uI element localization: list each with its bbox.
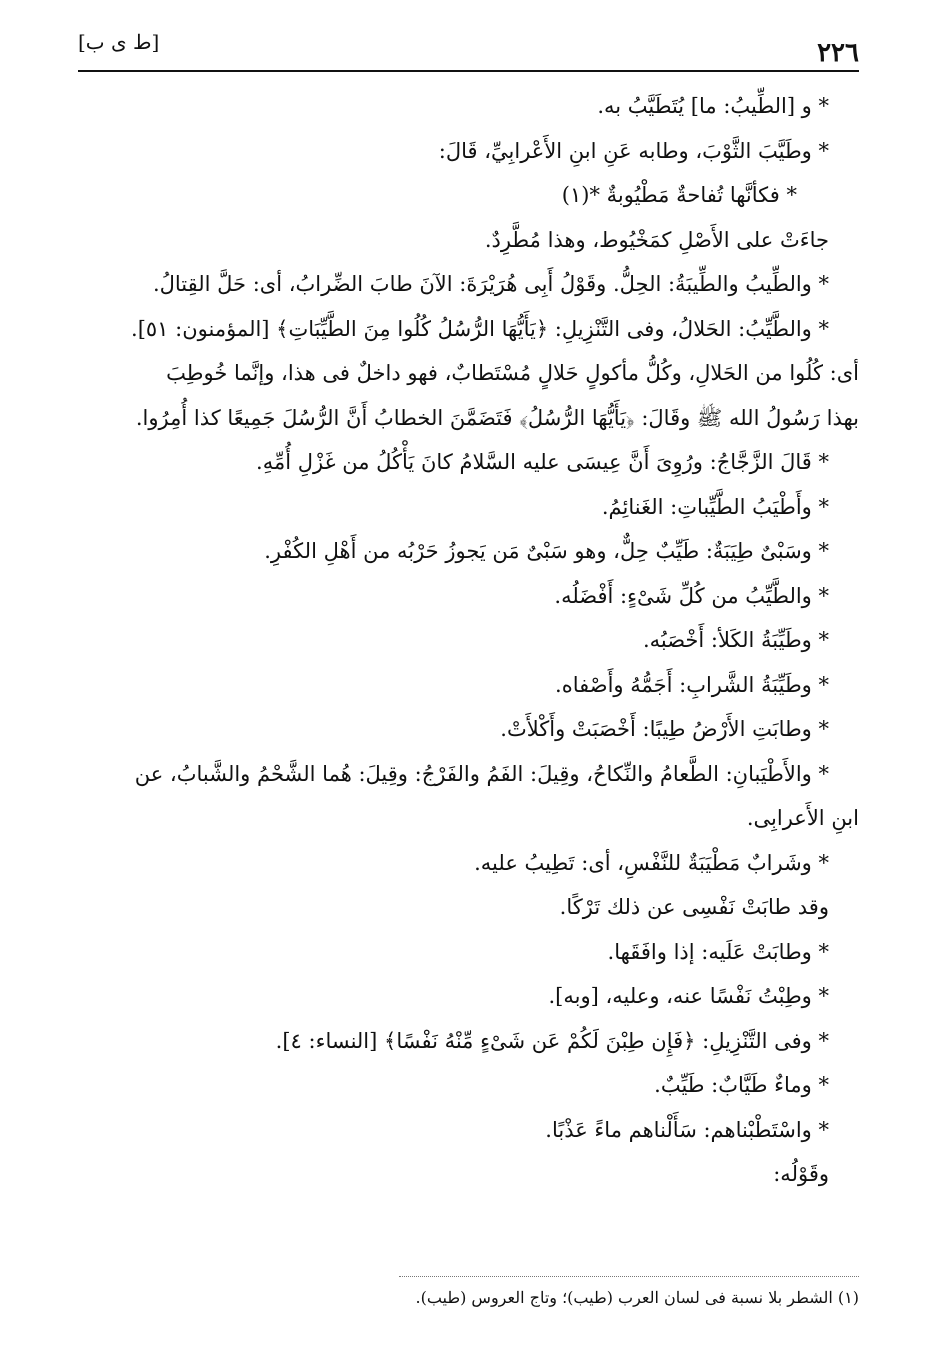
text-line: * والطِّيبُ والطِّيبَةُ: الحِلُّ. وقَوْلُ أَبِى هُرَيْرَةَ: الآنَ طابَ الضِّرابُ، أى: حَلَّ القِتالُ. [152, 272, 829, 296]
text-line: * وماءٌ طَيَّابٌ: طَيِّبٌ. [654, 1073, 829, 1097]
text-line: أى: كُلُوا من الحَلالِ، وكُلُّ مأكولٍ حَلالٍ مُسْتَطابٌ، فهو داخلٌ فى هذا، وإنَّما خُوطِبَ [166, 361, 859, 385]
text-line: * قَالَ الزَّجَّاجُ: ورُوِىَ أَنَّ عِيسَى عليه السَّلامُ كانَ يَأْكُلُ من غَزْلِ أُمِّهِ. [256, 450, 829, 474]
text-line: * وشَرابٌ مَطْيَبَةٌ للنَّفْسِ، أى: تَطِيبُ عليه. [474, 850, 829, 875]
text-line: ابنِ الأَعرابِى. [746, 806, 859, 830]
text-line: * وطَيِّبَةُ الشَّرابِ: أَجَمُّهُ وأَصْفاه. [555, 672, 829, 697]
page-body [78, 84, 859, 1247]
text-line: * والأَطْيَبانِ: الطَّعامُ والنِّكاحُ، وقِيلَ: الفَمُ والفَرْجُ: وقِيلَ: هُما الشَّحْمُ والشَّبابُ، عن [134, 761, 829, 786]
text-line: * وطابَتِ الأَرْضُ طِيبًا: أَخْصَبَتْ وأَكْلأَتْ. [500, 717, 829, 741]
text-line: وقَوْلُه: [773, 1162, 829, 1186]
text-line: * وأَطْيَبُ الطَّيِّباتِ: الغَنائِمُ. [601, 494, 829, 519]
page-header [78, 26, 859, 70]
text-line: * وطِبْتُ نَفْسًا عنه، وعليه، [وبه]. [548, 984, 829, 1008]
header-rule [78, 70, 859, 72]
root-letters: [ط ى ب] [78, 30, 160, 54]
page-number: ٢٢٦ [817, 38, 859, 68]
text-line: * والطَّيِّبُ من كُلِّ شَىْءٍ: أَفْضَلُه. [554, 583, 829, 608]
text-line: وقد طابَتْ نَفْسِى عن ذلك تَرْكًا. [559, 895, 829, 919]
text-line: * و [الطِّيبُ: ما] يُتَطَيَّبُ به. [597, 94, 829, 118]
text-line: * وطَيَّبَ الثَّوْبَ، وطابه عَنِ ابنِ الأَعْرابِيِّ، قَالَ: [438, 138, 829, 163]
text-line: * فكأنَّها تُفاحةٌ مَطْيُوبةٌ *(١) [561, 183, 797, 207]
footnote: (١) الشطر بلا نسبة فى لسان العرب (طيب)؛ وتاج العروس (طيب). [415, 1288, 859, 1307]
text-line: * وسَبْىٌ طِيَبَةٌ: طَيِّبٌ حِلٌّ، وهو سَبْىٌ مَن يَجوزُ حَرْبُه من أَهْلِ الكُفْرِ. [264, 539, 829, 563]
text-line: * وفى التَّنْزِيلِ: ﴿فَإِن طِبْنَ لَكُمْ عَن شَىْءٍ مِّنْهُ نَفْسًا﴾ [النساء: ٤]. [275, 1028, 829, 1053]
text-line: * وطابَتْ عَلَيه: إذا وافَقَها. [607, 939, 829, 964]
text-line: * واسْتَطْبْناهم: سَأَلْناهم ماءً عَذْبًا. [545, 1117, 829, 1142]
text-line: * والطَّيِّبُ: الحَلالُ، وفى التَّنْزِيلِ: ﴿يَأَيُّهَا الرُّسُلُ كُلُوا مِنَ الطَّيِّبَاتِ﴾ [المؤمنون: ٥١]. [131, 316, 829, 341]
footnote-rule [399, 1276, 859, 1278]
text-line: جاءَتْ على الأَصْلِ كمَخْيُوط، وهذا مُطَّرِدٌ. [484, 227, 829, 252]
text-line: * وطَيِّبَةُ الكَلأ: أَخْصَبُه. [642, 628, 829, 652]
text-line: بهذا رَسُولُ الله ﷺ وقَالَ: ﴿يَأَيُّهَا الرُّسُلُ﴾ فَتَضَمَّنَ الخطابُ أَنَّ الرُّسُلَ جَمِيعًا كذا أُمِرُوا. [135, 405, 859, 430]
